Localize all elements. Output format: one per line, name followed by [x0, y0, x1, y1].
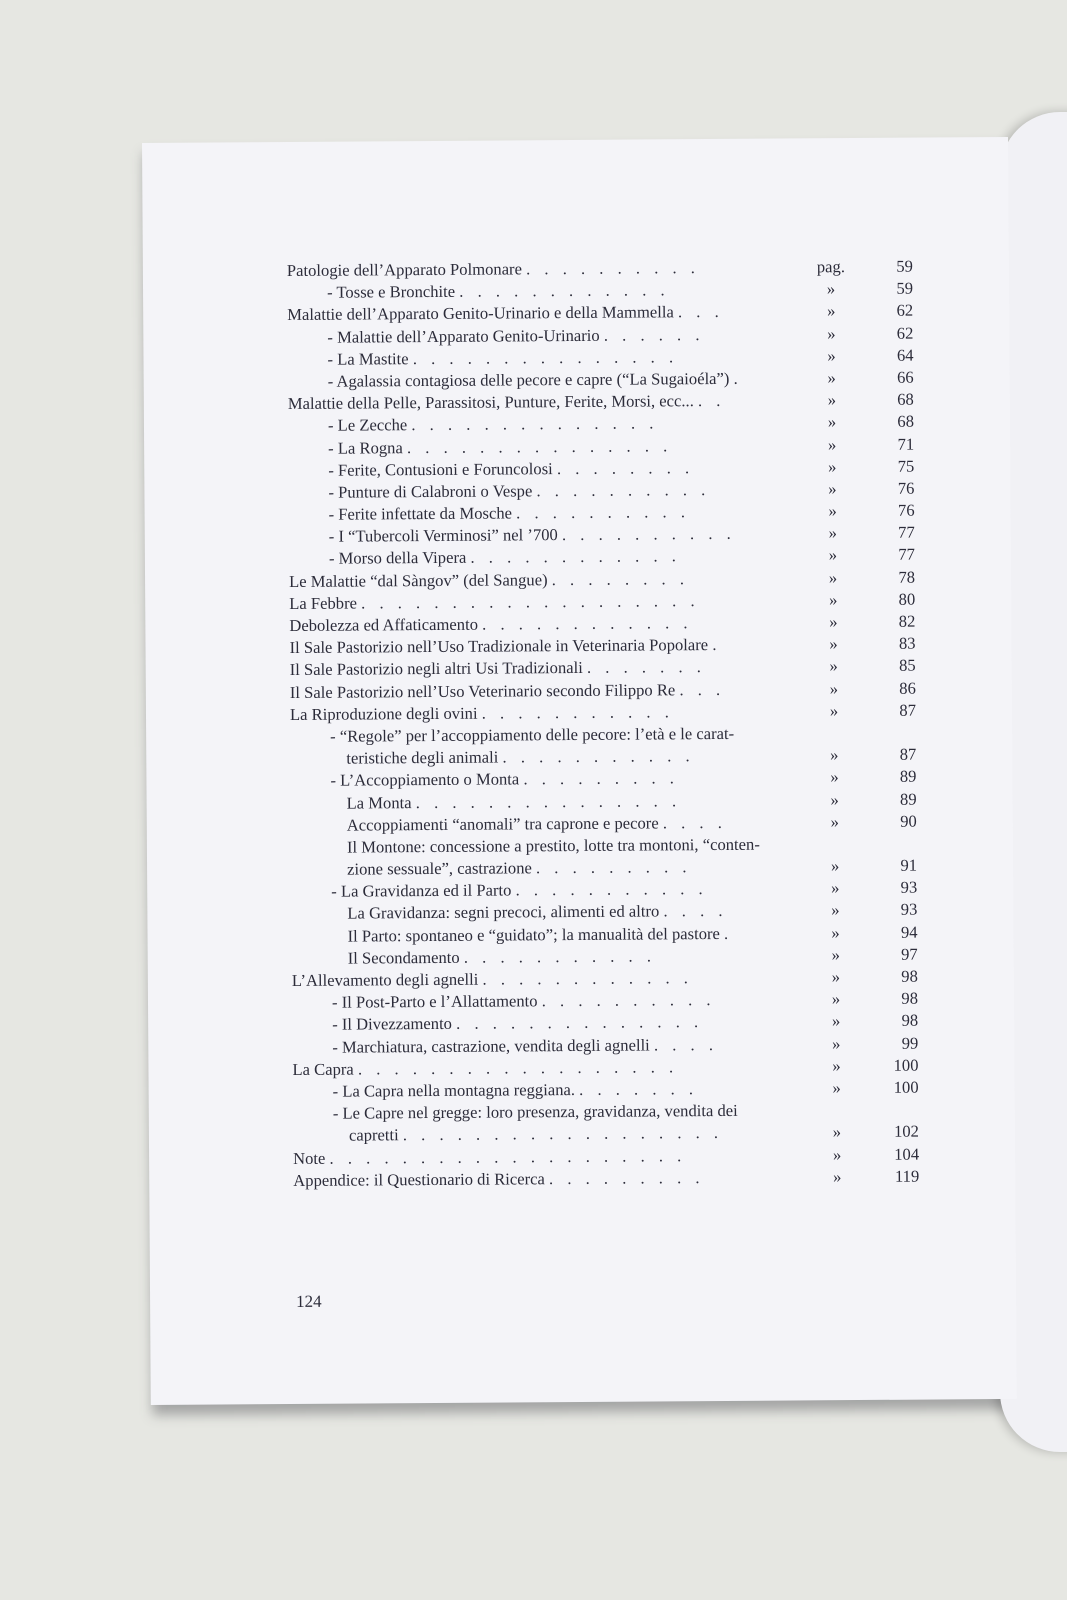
toc-entry-page: 100 — [893, 1055, 919, 1075]
toc-entry-title: Il Sale Pastorizio negli altri Usi Tradizionali — [289, 658, 583, 680]
toc-entry-title: L’Allevamento degli agnelli — [291, 969, 479, 990]
toc-entry-page: 64 — [896, 345, 914, 365]
toc-leader-dots: . . . . . . . . . . . . — [459, 280, 670, 301]
ditto-marker: » — [828, 479, 837, 499]
toc-entry-title: - I “Tubercoli Verminosi” nel ’700 — [328, 525, 558, 546]
toc-leader-dots: . . . . . . — [603, 324, 705, 345]
ditto-marker: » — [829, 700, 839, 720]
toc-entry-page: 86 — [899, 678, 916, 698]
ditto-marker: » — [827, 390, 837, 410]
ditto-marker: » — [830, 856, 840, 876]
toc-entry-page: 100 — [893, 1077, 919, 1097]
toc-entry-title: teristiche degli animali — [346, 747, 499, 768]
toc-entry-title: Il Sale Pastorizio nell’Uso Tradizionale in Veterinaria Popolare — [289, 635, 709, 658]
toc-entry-page: 87 — [899, 700, 917, 720]
toc-entry-title: - La Gravidanza ed il Parto — [331, 880, 512, 901]
toc-leader-dots: . . . . . . . . . . . . . . . . . . . . — [329, 1145, 687, 1168]
toc-entry-title: La Gravidanza: segni precoci, alimenti ed altro — [347, 901, 660, 924]
toc-entry-page: 76 — [897, 478, 915, 498]
toc-entry-page: 82 — [898, 611, 916, 631]
ditto-marker: » — [831, 967, 841, 987]
toc-entry-page: 91 — [900, 855, 918, 875]
toc-leader-dots: . . . . . . . . — [556, 457, 695, 478]
ditto-marker: » — [831, 944, 840, 965]
toc-entry-title: - Tosse e Bronchite — [326, 282, 456, 302]
toc-entry-page: 68 — [897, 411, 915, 432]
toc-leader-dots: . . . . . . . . . . . . — [482, 613, 693, 634]
toc-leader-dots: . . . . . . . . . . . . . . . — [415, 790, 682, 812]
toc-entry-title: - Le Capre nel gregge: loro presenza, gravidanza, vendita dei — [332, 1100, 738, 1123]
toc-entry-page: 76 — [897, 500, 915, 520]
toc-entry-page: 80 — [898, 589, 916, 609]
toc-leader-dots: . . . . . . . . . . . . . . . — [406, 435, 673, 457]
toc-entry-title: Il Montone: concessione a prestito, lotte tra montoni, “conten- — [346, 834, 760, 857]
toc-entry-title: capretti — [348, 1125, 399, 1145]
toc-leader-dots: . . . . — [663, 901, 728, 921]
toc-leader-dots: . . . . . . . . . . . — [502, 746, 695, 767]
toc-leader-dots: . . . . . . . . . . . . . . . . . . — [402, 1123, 724, 1145]
ditto-marker: » — [826, 301, 836, 321]
toc-entry-title: La Riproduzione degli ovini — [289, 703, 478, 724]
toc-entry-page: 78 — [898, 567, 916, 587]
toc-entry-page: 98 — [901, 966, 918, 986]
toc-entry-title: Malattie della Pelle, Parassitosi, Punture, Ferite, Morsi, ecc... — [287, 391, 694, 414]
ditto-marker: » — [828, 523, 837, 543]
toc-entry-title: La Febbre — [289, 593, 358, 613]
ditto-marker: » — [829, 678, 839, 698]
toc-entry-title: - La Capra nella montagna reggiana. — [332, 1079, 576, 1101]
toc-entry-title: - Malattie dell’Apparato Genito-Urinario — [327, 325, 600, 347]
toc-entry-title: Il Secondamento — [347, 947, 460, 968]
toc-entry-title: Patologie dell’Apparato Polmonare — [286, 259, 522, 280]
ditto-marker: » — [827, 345, 836, 365]
ditto-marker: » — [832, 1078, 841, 1098]
toc-leader-dots: . . . . . . . . — [551, 568, 690, 589]
toc-leader-dots: . . . — [679, 679, 726, 699]
toc-leader-dots: . . . . . . . . . — [523, 768, 679, 789]
ditto-marker: » — [831, 1011, 841, 1031]
toc-entry-page: 98 — [901, 1010, 919, 1031]
toc-entry-title: La Capra — [292, 1059, 354, 1079]
page-number: 124 — [296, 1291, 322, 1311]
ditto-marker: » — [828, 589, 838, 610]
toc-leader-dots: . . . . . . . . . . — [561, 524, 736, 545]
toc-entry-title: - Ferite, Contusioni e Foruncolosi — [328, 458, 553, 480]
ditto-marker: » — [827, 323, 836, 343]
ditto-marker: » — [833, 1166, 842, 1186]
toc-entry-title: - Il Post-Parto e l’Allattamento — [331, 991, 538, 1012]
toc-leader-dots: . — [712, 635, 722, 655]
toc-leader-dots: . . . . . . . . . . — [526, 258, 700, 279]
toc-entry-page: 104 — [894, 1144, 920, 1164]
ditto-marker: » — [831, 900, 840, 920]
toc-leader-dots: . . . . . . . . . . . . — [470, 546, 681, 568]
toc-entry-title: Appendice: il Questionario di Ricerca — [293, 1168, 545, 1190]
toc-leader-dots: . — [733, 368, 743, 388]
toc-entry-page: 68 — [897, 389, 914, 409]
ditto-marker: » — [830, 745, 839, 765]
book-page — [142, 137, 1017, 1405]
toc-leader-dots: . . . . . . . — [586, 657, 706, 678]
ditto-marker: » — [830, 878, 840, 898]
toc-entry-title: - Punture di Calabroni o Vespe — [328, 481, 533, 502]
toc-entry-page: 99 — [901, 1033, 919, 1053]
toc-leader-dots: . . . . . . . — [579, 1079, 699, 1099]
toc-leader-dots: . . . . — [662, 812, 727, 833]
ditto-marker: » — [832, 1122, 842, 1142]
toc-entry-title: Il Sale Pastorizio nell’Uso Veterinario secondo Filippo Re — [289, 679, 676, 702]
toc-entry-page: 77 — [898, 522, 915, 542]
ditto-marker: » — [828, 567, 838, 587]
toc-entry-title: Accoppiamenti “anomali” tra caprone e pecore — [346, 813, 659, 835]
ditto-marker: » — [832, 1033, 841, 1053]
toc-leader-dots: . . . . . . . . . . . . . . . — [412, 347, 679, 368]
toc-entry-page: 93 — [900, 877, 918, 897]
toc-entry-title: Note — [293, 1148, 326, 1168]
toc-entry-page: 98 — [901, 988, 919, 1008]
ditto-marker: » — [832, 1055, 841, 1075]
toc-entry-page: 85 — [899, 655, 916, 676]
ditto-marker: » — [830, 767, 839, 787]
toc-entry-page: 89 — [899, 789, 917, 809]
toc-entry-title: - “Regole” per l’accoppiamento delle pecore: l’età e le carat- — [330, 723, 735, 746]
toc-entry-title: Il Parto: spontaneo e “guidato”; la manualità del pastore — [347, 923, 720, 946]
ditto-marker: » — [828, 501, 837, 521]
toc-entry-title: zione sessuale”, castrazione — [347, 858, 532, 879]
toc-entry-title: - Ferite infettate da Mosche — [328, 503, 513, 524]
ditto-marker: » — [826, 279, 836, 299]
table-of-contents — [287, 256, 923, 1192]
toc-entry-title: - La Mastite — [327, 348, 409, 369]
toc-leader-dots: . . . . . . . . . — [548, 1167, 705, 1188]
toc-entry-page: 97 — [901, 944, 918, 964]
toc-leader-dots: . . . . . . . . . . . — [463, 946, 657, 967]
toc-entry-page: 62 — [896, 323, 914, 343]
toc-entry-page: 77 — [898, 545, 915, 565]
ditto-marker: » — [831, 922, 840, 942]
toc-leader-dots: . . . . . . . . . . . . — [482, 968, 693, 989]
toc-entry-page: 93 — [900, 900, 918, 920]
ditto-marker: » — [831, 989, 841, 1009]
toc-entry-page: 71 — [897, 434, 915, 454]
toc-entry-title: La Monta — [346, 792, 412, 813]
toc-leader-dots: . — [723, 923, 734, 943]
toc-leader-dots: . . . . . . . . . . . — [481, 702, 674, 723]
toc-entry-page: 62 — [896, 300, 914, 321]
ditto-marker: » — [830, 789, 839, 809]
toc-leader-dots: . . . . . . . . . . — [541, 990, 716, 1011]
toc-leader-dots: . . . . . . . . . . . . . . — [456, 1012, 704, 1034]
toc-entry-title: - Le Zecche — [327, 415, 408, 436]
ditto-marker: » — [827, 412, 837, 432]
toc-entry-page: 90 — [900, 811, 917, 831]
ditto-marker: » — [827, 434, 837, 454]
toc-leader-dots: . . . . — [653, 1034, 719, 1055]
toc-entry-page: 89 — [899, 766, 917, 787]
toc-entry-title: - Il Divezzamento — [332, 1014, 453, 1035]
toc-entry-title: - Agalassia contagiosa delle pecore e capre (“La Sugaioéla”) — [327, 368, 730, 391]
ditto-marker: » — [828, 456, 837, 476]
toc-leader-dots: . . . . . . . . . . . . . . . . . . . — [361, 590, 700, 613]
ditto-marker: » — [827, 368, 836, 388]
toc-leader-dots: . . . . . . . . . . . . . . — [411, 413, 659, 435]
toc-leader-dots: . . . . . . . . . . . — [515, 879, 708, 900]
toc-entry-title: Debolezza ed Affaticamento — [289, 614, 479, 635]
toc-entry-page: 119 — [894, 1166, 920, 1186]
toc-entry-page: 59 — [896, 278, 914, 298]
toc-entry-page: 87 — [899, 744, 917, 764]
toc-entry-title: - La Rogna — [328, 437, 403, 458]
toc-entry — [293, 1165, 923, 1192]
toc-entry-page: 83 — [898, 633, 916, 653]
ditto-marker: » — [828, 545, 838, 565]
toc-entry-page: 94 — [900, 922, 918, 942]
toc-entry-title: - Morso della Vipera — [328, 548, 467, 569]
toc-entry-page: 66 — [896, 367, 914, 387]
ditto-marker: » — [829, 656, 838, 676]
toc-leader-dots: . . . . . . . . . . — [536, 479, 711, 501]
toc-entry-title: Malattie dell’Apparato Genito-Urinario e della Mammella — [287, 302, 674, 325]
toc-entry-page: 75 — [897, 456, 915, 476]
toc-entry-page: 102 — [893, 1121, 919, 1142]
toc-leader-dots: . . . — [677, 302, 724, 322]
ditto-marker: » — [830, 811, 839, 831]
toc-entry-title: - Marchiatura, castrazione, vendita degli agnelli — [332, 1035, 650, 1057]
toc-leader-dots: . . . . . . . . . — [535, 857, 692, 878]
toc-leader-dots: . . . . . . . . . . — [516, 502, 691, 523]
toc-entry-page: 59 — [896, 256, 913, 276]
toc-entry-title: Le Malattie “dal Sàngov” (del Sangue) — [288, 569, 548, 591]
page-marker: pag. — [816, 257, 845, 277]
toc-leader-dots: . . — [697, 391, 726, 411]
toc-entry-title: - L’Accoppiamento o Monta — [330, 769, 520, 791]
ditto-marker: » — [829, 634, 838, 654]
ditto-marker: » — [832, 1144, 842, 1164]
toc-leader-dots: . . . . . . . . . . . . . . . . . . — [357, 1057, 679, 1079]
ditto-marker: » — [829, 612, 838, 632]
